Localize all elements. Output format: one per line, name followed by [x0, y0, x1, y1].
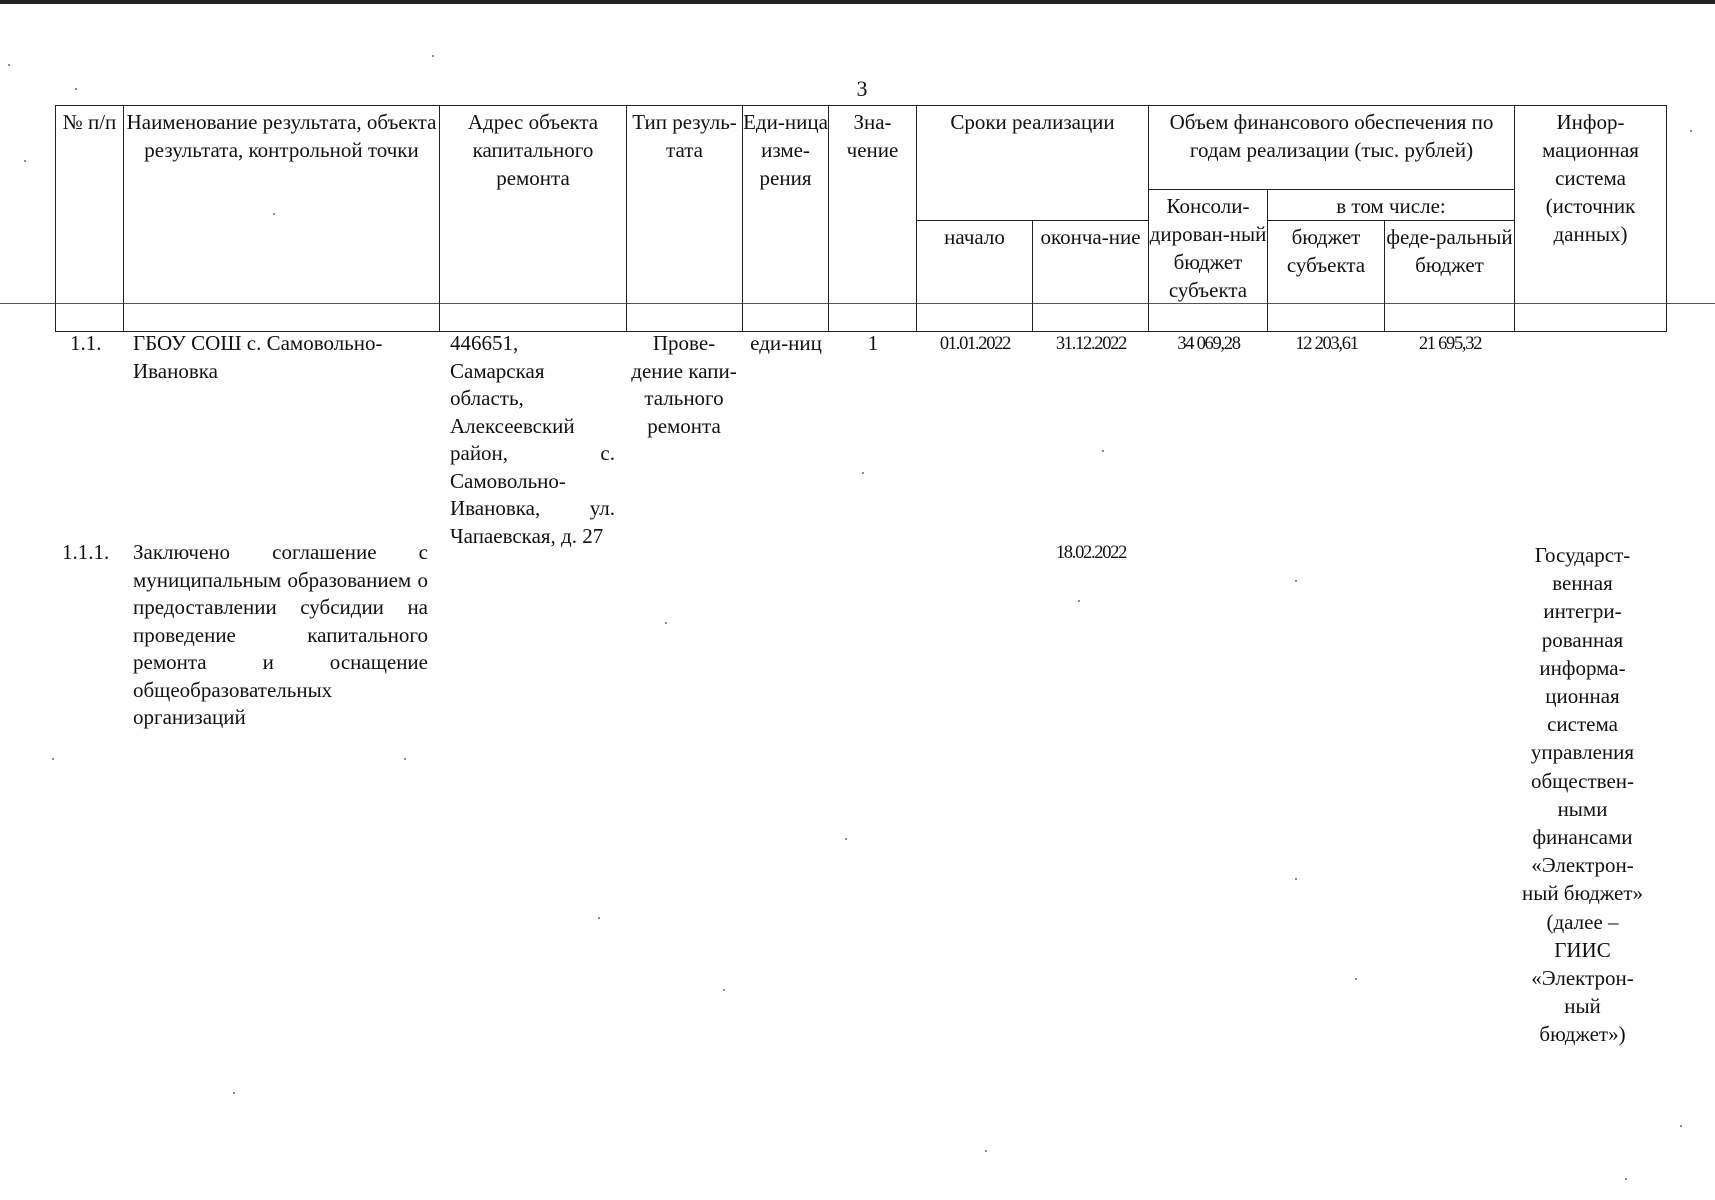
scan-speck	[1102, 450, 1104, 452]
scan-speck	[24, 160, 26, 162]
scan-speck	[75, 88, 77, 90]
row-1-1-federal-budget: 21 695,32	[1418, 334, 1482, 354]
row-1-1-consolidated: 34 069,28	[1177, 334, 1240, 354]
page-number: 3	[856, 76, 868, 101]
header-finance: Объем финансового обеспечения по годам реализации (тыс. рублей)	[1149, 106, 1515, 190]
header-unit: Еди-ница изме-рения	[743, 106, 829, 332]
header-term-end: оконча-ние	[1033, 221, 1149, 332]
row-1-1-subject-budget: 12 203,61	[1295, 334, 1358, 354]
row-1-1-num: 1.1.	[70, 331, 102, 355]
scan-speck	[8, 64, 10, 66]
scan-speck	[233, 1092, 235, 1094]
scan-speck	[985, 1150, 987, 1152]
header-terms: Сроки реализации	[917, 106, 1149, 221]
table-header	[55, 105, 1667, 332]
row-1-1-value: 1	[867, 331, 879, 355]
scan-speck	[404, 758, 406, 760]
row-1-1-1-end: 18.02.2022	[1055, 543, 1127, 563]
row-1-1-start: 01.01.2022	[939, 334, 1011, 354]
header-address: Адрес объекта капитального ремонта	[440, 106, 627, 332]
header-subject-budget: бюджет субъекта	[1268, 221, 1385, 332]
scan-speck	[1295, 878, 1297, 880]
scan-top-edge	[0, 0, 1715, 4]
scan-speck	[273, 213, 275, 215]
scan-speck	[1680, 1125, 1682, 1127]
header-consolidated: Консоли-дирован-ный бюджет субъекта	[1149, 190, 1268, 332]
row-1-1-1-info-system: Государст-венная интегри-рованная информа-ционная система управления обществен-ными финансами «Электрон-ный бюджет» (далее – ГИИС «Электрон-ный бюджет»)	[1521, 543, 1644, 1047]
row-1-1-type: Прове-дение капи-тального ремонта	[631, 331, 737, 438]
row-1-1-1-name: Заключено соглашение с муниципальным образованием о предоставлении субсидии на проведение капитального ремонта и оснащение общеобразовательных организаций	[133, 540, 428, 729]
scan-speck	[52, 758, 54, 760]
header-info-system: Инфор-мационная система (источник данных)	[1515, 106, 1667, 332]
header-value: Зна-чение	[829, 106, 917, 332]
header-term-start: начало	[917, 221, 1033, 332]
row-1-1-end: 31.12.2022	[1055, 334, 1127, 354]
scan-speck	[432, 55, 434, 57]
row-1-1-unit: еди-ниц	[750, 331, 822, 355]
scan-speck	[1690, 130, 1692, 132]
scan-speck	[862, 472, 864, 474]
scan-speck	[723, 989, 725, 991]
scan-speck	[665, 622, 667, 624]
scan-speck	[1355, 978, 1357, 980]
scan-speck	[1078, 600, 1080, 602]
scan-speck	[598, 917, 600, 919]
header-federal-budget: феде-ральный бюджет	[1385, 221, 1515, 332]
header-name: Наименование результата, объекта результата, контрольной точки	[124, 106, 440, 332]
row-1-1-1-num: 1.1.1.	[62, 540, 110, 564]
header-type: Тип резуль-тата	[627, 106, 743, 332]
row-1-1-name: ГБОУ СОШ с. Самовольно-Ивановка	[133, 331, 383, 383]
header-including: в том числе:	[1268, 190, 1515, 221]
header-num: № п/п	[56, 106, 124, 332]
scan-speck	[1625, 1178, 1627, 1180]
scan-speck	[1295, 580, 1297, 582]
row-1-1-address: 446651, Самарская область, Алексеевский район, с. Самовольно-Ивановка, ул. Чапаевская, д. 27	[450, 331, 615, 548]
scan-speck	[845, 838, 847, 840]
